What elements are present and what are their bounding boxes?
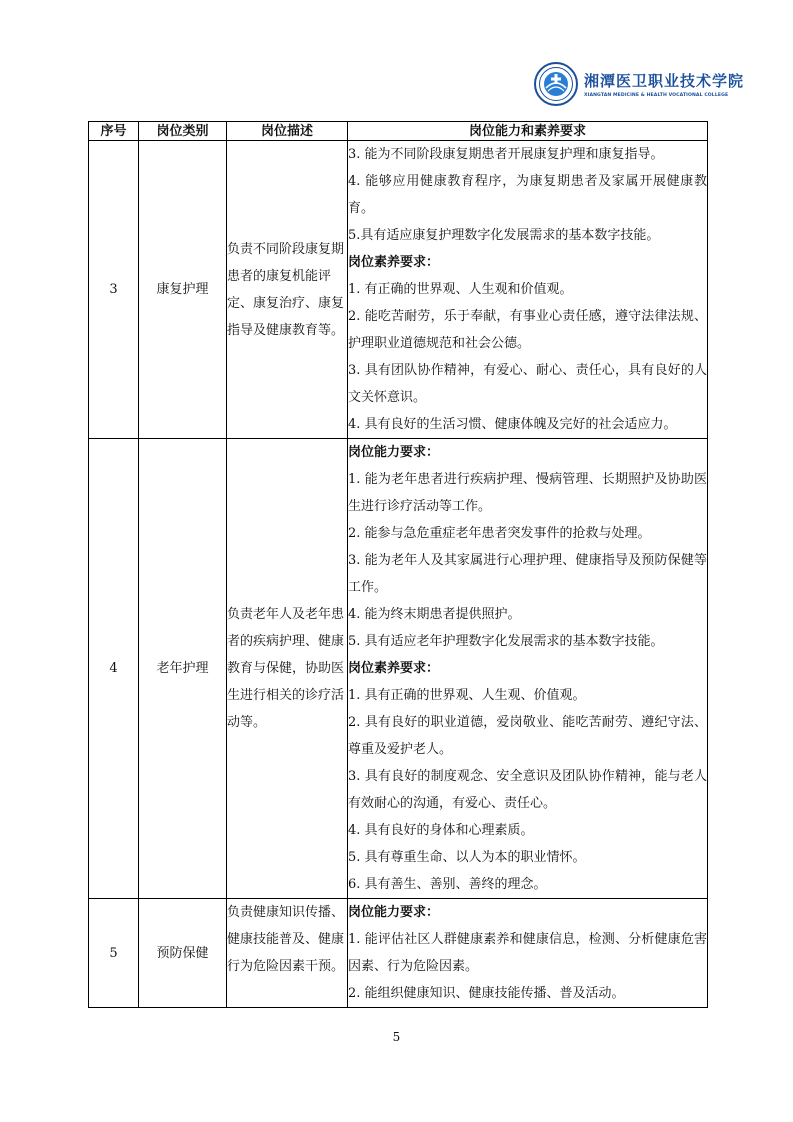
requirement-heading: 岗位能力要求： <box>348 905 440 920</box>
table-header-row <box>89 122 708 141</box>
requirement-item: 2. 具有良好的职业道德，爱岗敬业、能吃苦耐劳、遵纪守法、尊重及爱护老人。 <box>348 715 707 757</box>
college-name: 湘潭医卫职业技术学院 <box>584 72 745 90</box>
table-row <box>89 899 708 1008</box>
row-category: 老年护理 <box>139 439 227 899</box>
table-row <box>89 141 708 439</box>
row-category: 预防保健 <box>139 899 227 1008</box>
requirement-item: 5. 具有适应老年护理数字化发展需求的基本数字技能。 <box>348 634 664 649</box>
job-requirements-table <box>88 121 708 1008</box>
requirement-item: 3. 能为不同阶段康复期患者开展康复护理和康复指导。 <box>348 147 664 162</box>
row-number: 3 <box>89 141 139 439</box>
requirement-item: 1. 能为老年患者进行疾病护理、慢病管理、长期照护及协助医生进行诊疗活动等工作。 <box>348 472 707 514</box>
table-body <box>89 141 708 1008</box>
requirement-item: 2. 能参与急危重症老年患者突发事件的抢救与处理。 <box>348 526 651 541</box>
header-description: 岗位描述 <box>227 122 348 141</box>
college-emblem-icon <box>534 62 578 106</box>
college-logo <box>534 60 745 108</box>
row-description: 负责不同阶段康复期患者的康复机能评定、康复治疗、康复指导及健康教育等。 <box>227 141 348 439</box>
requirement-item: 3. 具有团队协作精神，有爱心、耐心、责任心，具有良好的人文关怀意识。 <box>348 363 707 405</box>
requirement-item: 2. 能吃苦耐劳，乐于奉献，有事业心责任感，遵守法律法规、护理职业道德规范和社会公德。 <box>348 309 707 351</box>
row-description: 负责老年人及老年患者的疾病护理、健康教育与保健，协助医生进行相关的诊疗活动等。 <box>227 439 348 899</box>
requirement-item: 4. 具有良好的身体和心理素质。 <box>348 823 534 838</box>
requirement-item: 2. 能组织健康知识、健康技能传播、普及活动。 <box>348 986 625 1001</box>
requirement-item: 5. 具有尊重生命、以人为本的职业情怀。 <box>348 850 586 865</box>
requirement-item: 4. 具有良好的生活习惯、健康体魄及完好的社会适应力。 <box>348 417 677 432</box>
row-requirements <box>348 141 708 439</box>
requirement-item: 1. 能评估社区人群健康素养和健康信息，检测、分析健康危害因素、行为危险因素。 <box>348 932 707 974</box>
table-row <box>89 439 708 899</box>
requirement-heading: 岗位能力要求： <box>348 445 440 460</box>
row-category: 康复护理 <box>139 141 227 439</box>
requirement-item: 4. 能为终末期患者提供照护。 <box>348 607 521 622</box>
header-number: 序号 <box>89 122 139 141</box>
header-requirements: 岗位能力和素养要求 <box>348 122 708 141</box>
requirement-item: 3. 具有良好的制度观念、安全意识及团队协作精神，能与老人有效耐心的沟通，有爱心、责任心。 <box>348 769 707 811</box>
requirement-item: 1. 有正确的世界观、人生观和价值观。 <box>348 282 573 297</box>
requirement-heading: 岗位素养要求： <box>348 661 440 676</box>
requirement-heading: 岗位素养要求： <box>348 255 440 270</box>
requirement-item: 1. 具有正确的世界观、人生观、价值观。 <box>348 688 586 703</box>
row-number: 4 <box>89 439 139 899</box>
requirement-item: 3. 能为老年人及其家属进行心理护理、健康指导及预防保健等工作。 <box>348 553 707 595</box>
requirement-item: 4. 能够应用健康教育程序，为康复期患者及家属开展健康教育。 <box>348 174 707 216</box>
row-description: 负责健康知识传播、健康技能普及、健康行为危险因素干预。 <box>227 899 348 1008</box>
college-name-en: XIANGTAN MEDICINE & HEALTH VOCATIONAL COLLEGE <box>584 93 729 98</box>
requirement-item: 5.具有适应康复护理数字化发展需求的基本数字技能。 <box>348 228 660 243</box>
header-category: 岗位类别 <box>139 122 227 141</box>
row-requirements <box>348 439 708 899</box>
row-requirements <box>348 899 708 1008</box>
requirement-item: 6. 具有善生、善别、善终的理念。 <box>348 877 547 892</box>
page-number: 5 <box>392 1030 401 1044</box>
row-number: 5 <box>89 899 139 1008</box>
